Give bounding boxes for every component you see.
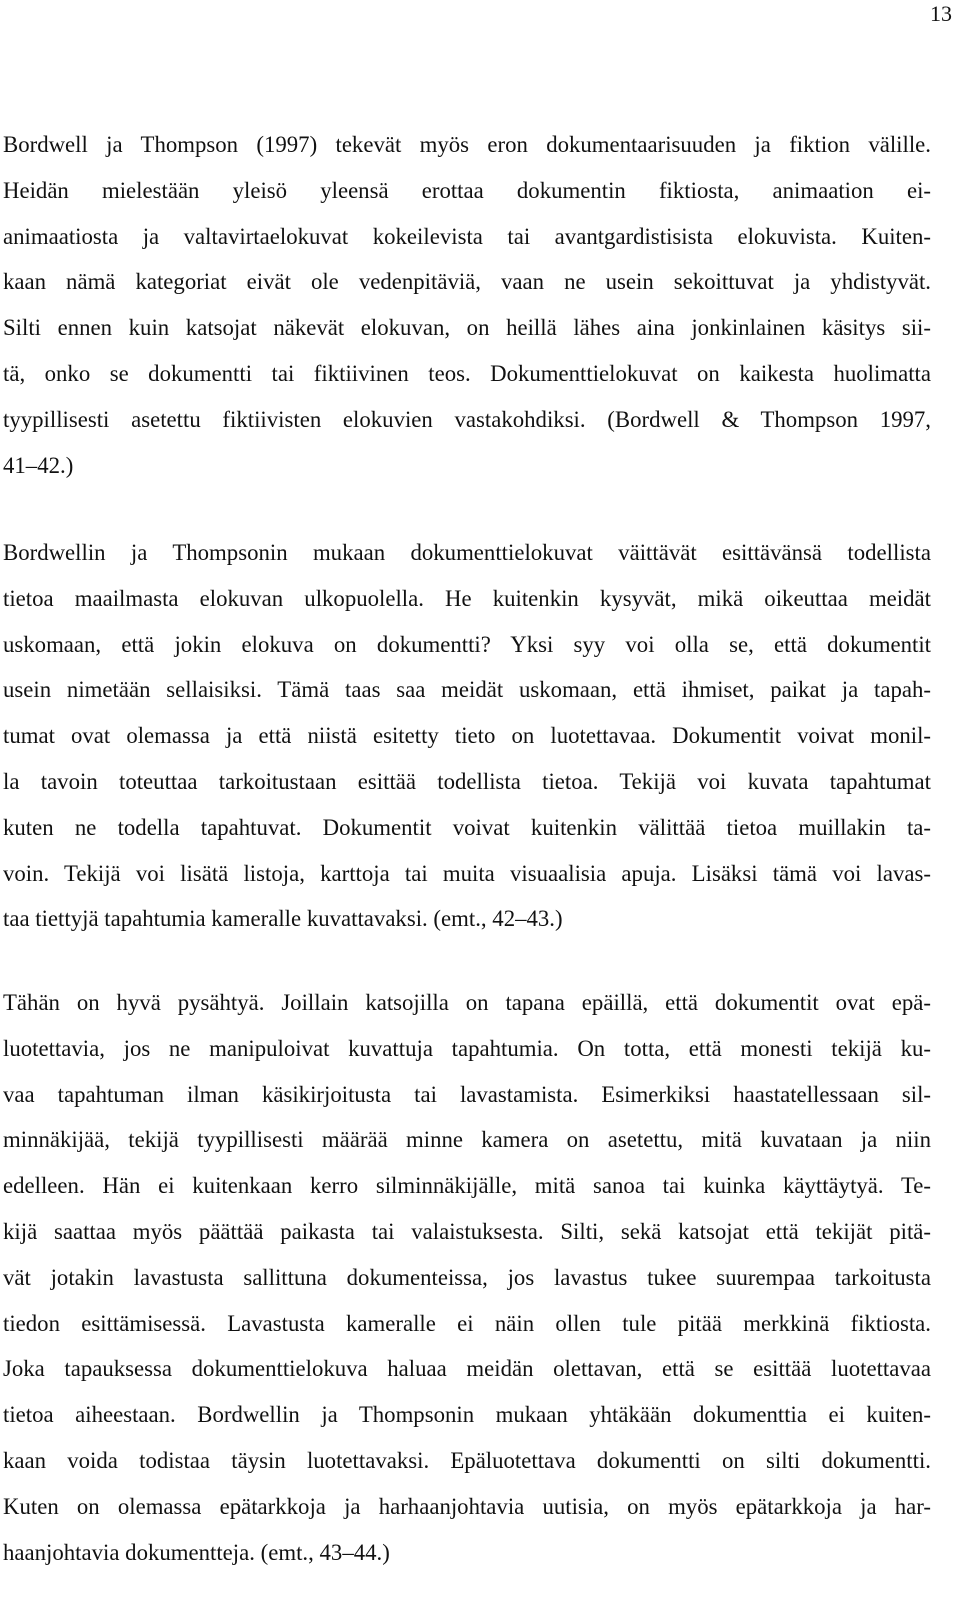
text-line: kuten ne todella tapahtuvat. Dokumentit voivat kuitenkin välittää tietoa muillakin ta- <box>3 814 931 840</box>
text-line: Tähän on hyvä pysähtyä. Joillain katsojilla on tapana epäillä, että dokumentit ovat epä- <box>3 990 931 1015</box>
text-line: 41–42.) <box>3 452 74 478</box>
text-line: luotettavia, jos ne manipuloivat kuvattuja tapahtumia. On totta, että monesti tekijä ku- <box>3 1035 931 1061</box>
text-line: animaatiosta ja valtavirtaelokuvat kokeilevista tai avantgardistisista elokuvista. Kuiten- <box>3 223 931 249</box>
text-line: tä, onko se dokumentti tai fiktiivinen teos. Dokumenttielokuvat on kaikesta huolimatta <box>3 360 931 386</box>
text-line: voin. Tekijä voi lisätä listoja, karttoja tai muita visuaalisia apuja. Lisäksi tämä voi lavas- <box>3 860 931 886</box>
text-line: Joka tapauksessa dokumenttielokuva haluaa meidän olettavan, että se esittää luotettavaa <box>3 1356 931 1382</box>
text-line: tietoa aiheestaan. Bordwellin ja Thompsonin mukaan yhtäkään dokumenttia ei kuiten- <box>3 1402 931 1428</box>
text-line: Silti ennen kuin katsojat näkevät elokuvan, on heillä lähes aina jonkinlainen käsitys sii- <box>3 315 931 341</box>
text-line: haanjohtavia dokumentteja. (emt., 43–44.) <box>3 1539 390 1565</box>
text-line: la tavoin toteuttaa tarkoitustaan esittää todellista tietoa. Tekijä voi kuvata tapahtumat <box>3 768 931 794</box>
text-line: tumat ovat olemassa ja että niistä esitetty tieto on luotettavaa. Dokumentit voivat monil- <box>3 723 931 749</box>
paragraph-2 <box>3 530 931 942</box>
text-line: taa tiettyjä tapahtumia kameralle kuvattavaksi. (emt., 42–43.) <box>3 906 563 932</box>
text-line: tietoa maailmasta elokuvan ulkopuolella. He kuitenkin kysyvät, mikä oikeuttaa meidät <box>3 585 931 611</box>
text-line: tiedon esittämisessä. Lavastusta kameralle ei näin ollen tule pitää merkkinä fiktiosta. <box>3 1310 931 1336</box>
text-line: vät jotakin lavastusta sallittuna dokumenteissa, jos lavastus tukee suurempaa tarkoitusta <box>3 1264 931 1290</box>
text-line: edelleen. Hän ei kuitenkaan kerro silminnäkijälle, mitä sanoa tai kuinka käyttäytyä. Te- <box>3 1173 931 1199</box>
paragraph-1 <box>3 122 931 488</box>
text-line: tyypillisesti asetettu fiktiivisten elokuvien vastakohdiksi. (Bordwell & Thompson 1997, <box>3 406 931 432</box>
text-line: Bordwellin ja Thompsonin mukaan dokumenttielokuvat väittävät esittävänsä todellista <box>3 540 931 565</box>
page-number: 13 <box>930 1 952 26</box>
text-line: uskomaan, että jokin elokuva on dokumentti? Yksi syy voi olla se, että dokumentit <box>3 631 931 657</box>
text-line: kaan nämä kategoriat eivät ole vedenpitäviä, vaan ne usein sekoittuvat ja yhdistyvät. <box>3 269 931 295</box>
text-line: Bordwell ja Thompson (1997) tekevät myös eron dokumentaarisuuden ja fiktion välille. <box>3 132 931 157</box>
text-line: kaan voida todistaa täysin luotettavaksi. Epäluotettava dokumentti on silti dokumentti. <box>3 1447 931 1473</box>
paragraph-3 <box>3 980 931 1575</box>
text-line: usein nimetään sellaisiksi. Tämä taas saa meidät uskomaan, että ihmiset, paikat ja tapah- <box>3 677 931 703</box>
text-line: Heidän mielestään yleisö yleensä erottaa dokumentin fiktiosta, animaation ei- <box>3 177 931 203</box>
text-line: minnäkijää, tekijä tyypillisesti määrää minne kamera on asetettu, mitä kuvataan ja niin <box>3 1127 931 1153</box>
text-line: vaa tapahtuman ilman käsikirjoitusta tai lavastamista. Esimerkiksi haastatellessaan sil- <box>3 1081 931 1107</box>
text-line: kijä saattaa myös päättää paikasta tai valaistuksesta. Silti, sekä katsojat että tekijät pitä- <box>3 1218 931 1244</box>
text-line: Kuten on olemassa epätarkkoja ja harhaanjohtavia uutisia, on myös epätarkkoja ja har- <box>3 1493 931 1519</box>
